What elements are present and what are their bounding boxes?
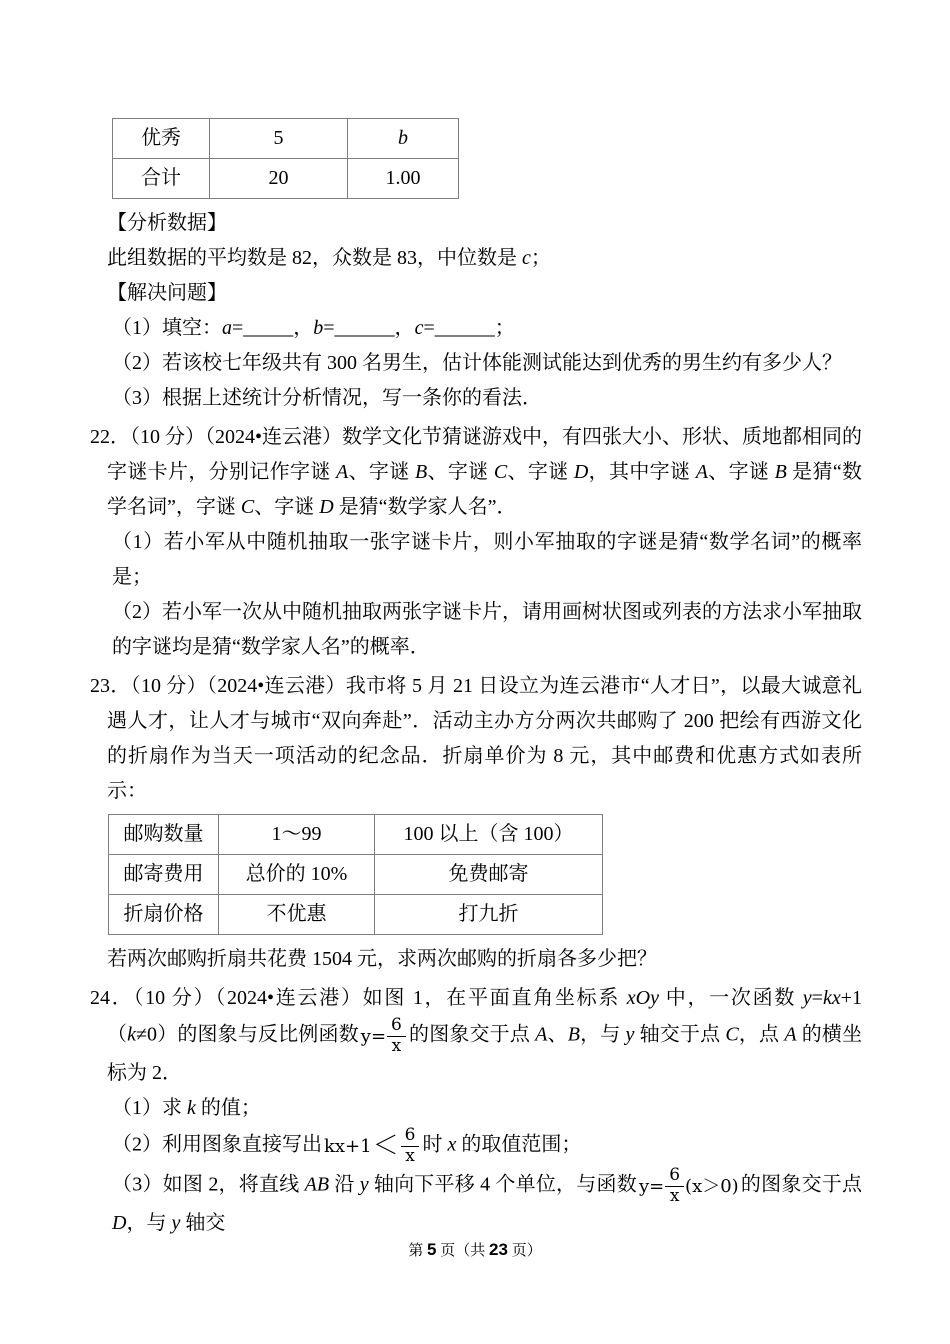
text-run: 的图象交于点 xyxy=(408,1023,536,1046)
table-cell xyxy=(210,159,348,199)
cell-text: 折扇价格 xyxy=(123,903,204,925)
text-run: 中，一次函数 xyxy=(659,987,803,1009)
cell-text: 1～99 xyxy=(271,823,322,845)
question-24-part-3 xyxy=(112,1166,862,1241)
text-run: 此组数据的平均数是 82，众数是 83，中位数是 xyxy=(107,247,522,269)
question-22-part-1 xyxy=(112,525,862,595)
math-variable: k xyxy=(187,1097,196,1120)
math-variable: k xyxy=(127,1023,137,1046)
text-run: 、字谜 xyxy=(707,461,775,483)
question-23-prompt xyxy=(107,942,862,977)
footer-page-number: 5 xyxy=(427,1240,437,1259)
text-run: 轴交 xyxy=(180,1212,226,1235)
cell-text: 20 xyxy=(268,167,289,189)
fraction-denominator: x xyxy=(405,1145,415,1166)
text-run: 、字谜 xyxy=(507,461,574,483)
text-run: 的图象交于点 xyxy=(740,1173,863,1196)
footer-total-pages: 23 xyxy=(489,1240,508,1259)
math-variable: x xyxy=(447,1133,457,1156)
footer-text-suffix: 页） xyxy=(507,1243,542,1259)
question-24-part-2 xyxy=(112,1126,862,1166)
math-variable: C xyxy=(493,461,508,483)
text-run: = xyxy=(811,987,823,1009)
table-cell xyxy=(219,855,375,895)
math-pre: y= xyxy=(638,1175,665,1197)
less-than-sign: ＜ xyxy=(372,1131,399,1162)
math-pre: y= xyxy=(360,1025,387,1047)
table-cell xyxy=(348,159,459,199)
question-21-part-3 xyxy=(112,381,862,416)
math-variable: C xyxy=(240,496,255,518)
math-variable: y xyxy=(359,1173,369,1196)
table-row xyxy=(109,895,603,935)
text-run: =______， xyxy=(323,317,415,339)
table-cell xyxy=(210,119,348,159)
text-run: 、字谜 xyxy=(254,496,320,518)
table-row xyxy=(109,855,603,895)
section-heading-analyze-data xyxy=(107,206,862,241)
table-cell xyxy=(109,815,219,855)
math-variable: y xyxy=(625,1023,635,1046)
math-variable: c xyxy=(414,317,424,339)
question-21-part-2 xyxy=(112,346,862,381)
cell-text: b xyxy=(398,127,408,149)
cell-text: 邮寄费用 xyxy=(123,863,204,885)
frequency-table xyxy=(112,118,459,199)
table-cell xyxy=(219,895,375,935)
fraction xyxy=(665,1166,684,1206)
text-run: （3）如图 2，将直线 xyxy=(112,1173,305,1196)
question-21-part-1 xyxy=(112,311,862,346)
text-run: 【分析数据】 xyxy=(107,212,227,234)
text-run: （1）填空： xyxy=(112,317,222,339)
math-variable: y xyxy=(802,987,812,1009)
table-cell xyxy=(219,815,375,855)
text-run: 、字谜 xyxy=(348,461,415,483)
cell-text: 邮购数量 xyxy=(123,823,204,845)
question-23 xyxy=(90,669,862,809)
table-cell xyxy=(109,855,219,895)
text-run: （3）根据上述统计分析情况，写一条你的看法． xyxy=(112,387,542,409)
text-run: ，其中字谜 xyxy=(588,461,696,483)
text-run: 【解决问题】 xyxy=(107,282,227,304)
math-variable: B xyxy=(567,1023,580,1046)
text-run: 的值； xyxy=(195,1097,261,1120)
text-run: 、字谜 xyxy=(427,461,494,483)
table-cell xyxy=(113,159,210,199)
text-run: （2）若该校七年级共有 300 名男生，估计体能测试能达到优秀的男生约有多少人？ xyxy=(112,352,842,374)
text-run: 23．（10 分）（2024•连云港）我市将 5 月 21 日设立为连云港市“人才日”，以最大诚意礼遇人才，让人才与城市“双向奔赴”．活动主办方分两次共邮购了 200 把绘有西游文化的折扇作为当天一项活动的纪念品．折扇单价为 8 元，其中邮费和优惠方式如表所示： xyxy=(90,675,862,802)
question-22-part-2 xyxy=(112,595,862,665)
text-run: 24．（10 分）（2024•连云港）如图 1，在平面直角坐标系 xyxy=(90,987,627,1009)
math-pre: kx+1 xyxy=(324,1135,372,1157)
cell-text: 免费邮寄 xyxy=(448,863,529,885)
math-variable: B xyxy=(414,461,428,483)
fraction-denominator: x xyxy=(669,1185,680,1206)
math-variable: B xyxy=(774,461,787,483)
text-run: 22．（10 分）（2024•连云港）数学文化节猜谜游戏中，有四张大小、形状、质地都相同的字谜卡片，分别记作字谜 xyxy=(90,426,863,483)
fraction-numerator: 6 xyxy=(401,1126,420,1147)
math-variable: b xyxy=(313,317,324,339)
cell-text: 优秀 xyxy=(141,127,181,149)
math-variable: xOy xyxy=(626,987,659,1009)
text-run: +1（ xyxy=(107,987,862,1046)
text-run: 时 xyxy=(422,1133,448,1156)
analyze-data-text xyxy=(107,241,862,276)
fraction xyxy=(387,1016,406,1056)
page-footer xyxy=(0,1238,950,1263)
text-run: ，与 xyxy=(579,1023,626,1046)
table-cell xyxy=(348,119,459,159)
math-variable: AB xyxy=(304,1173,330,1196)
table-cell xyxy=(375,855,603,895)
footer-text-prefix: 第 xyxy=(408,1243,428,1259)
math-variable: D xyxy=(319,496,334,518)
math-variable: D xyxy=(573,461,589,483)
math-post: (x＞0) xyxy=(685,1175,739,1197)
text-run: 的取值范围； xyxy=(456,1133,582,1156)
text-run: 是猜“数学名词”，字谜 xyxy=(107,461,863,518)
text-run: 轴交于点 xyxy=(634,1023,726,1046)
cell-text: 打九折 xyxy=(458,903,519,925)
math-fraction xyxy=(639,1166,739,1206)
cell-text: 总价的 10% xyxy=(245,863,348,885)
text-run: ； xyxy=(530,247,551,269)
text-run: ，与 xyxy=(126,1212,172,1235)
table-row xyxy=(109,815,603,855)
math-variable: C xyxy=(725,1023,739,1046)
mail-order-table xyxy=(108,814,603,935)
math-fraction xyxy=(324,1126,420,1166)
text-run: 的横坐标为 2． xyxy=(107,1023,863,1085)
math-variable: y xyxy=(171,1212,181,1235)
math-variable: A xyxy=(336,461,349,483)
text-run: 沿 xyxy=(329,1173,360,1196)
cell-text: 合计 xyxy=(141,167,181,189)
table-row xyxy=(113,119,459,159)
question-24 xyxy=(90,981,862,1091)
text-run: 、 xyxy=(547,1023,568,1046)
cell-text: 1.00 xyxy=(385,167,421,189)
math-variable: a xyxy=(222,317,232,339)
fraction-numerator: 6 xyxy=(665,1166,684,1187)
table-row xyxy=(113,159,459,199)
fraction xyxy=(401,1126,420,1166)
text-run: 是猜“数学家人名”． xyxy=(333,496,517,518)
cell-text: 不优惠 xyxy=(266,903,327,925)
math-variable: D xyxy=(112,1212,127,1235)
math-variable: kx xyxy=(822,987,841,1009)
math-variable: A xyxy=(695,461,708,483)
text-run: （1）求 xyxy=(112,1097,187,1120)
fraction-denominator: x xyxy=(391,1035,402,1056)
footer-text-middle: 页（共 xyxy=(436,1243,490,1259)
table-cell xyxy=(375,815,603,855)
text-run: ，点 xyxy=(738,1023,785,1046)
section-heading-solve-problem xyxy=(107,276,862,311)
math-fraction xyxy=(361,1016,407,1056)
text-run: =______； xyxy=(423,317,515,339)
text-run: 轴向下平移 4 个单位，与函数 xyxy=(368,1173,637,1196)
fraction-numerator: 6 xyxy=(387,1016,406,1037)
math-variable: c xyxy=(522,247,531,269)
question-24-part-1 xyxy=(112,1091,862,1126)
text-run: ≠0）的图象与反比例函数 xyxy=(136,1023,359,1046)
text-run: （2）若小军一次从中随机抽取两张字谜卡片，请用画树状图或列表的方法求小军抽取的字谜均是猜“数学家人名”的概率． xyxy=(112,601,862,658)
table-cell xyxy=(109,895,219,935)
math-variable: A xyxy=(535,1023,548,1046)
text-run: =_____， xyxy=(232,317,314,339)
question-22 xyxy=(90,420,862,525)
cell-text: 5 xyxy=(273,127,284,149)
document-content xyxy=(90,116,862,1241)
text-run: 若两次邮购折扇共花费 1504 元，求两次邮购的折扇各多少把？ xyxy=(107,948,657,970)
text-run: （2）利用图象直接写出 xyxy=(112,1133,322,1156)
text-run: （1）若小军从中随机抽取一张字谜卡片，则小军抽取的字谜是猜“数学名词”的概率是； xyxy=(112,531,862,588)
table-cell xyxy=(113,119,210,159)
math-variable: A xyxy=(784,1023,797,1046)
cell-text: 100 以上（含 100） xyxy=(403,823,574,845)
table-cell xyxy=(375,895,603,935)
